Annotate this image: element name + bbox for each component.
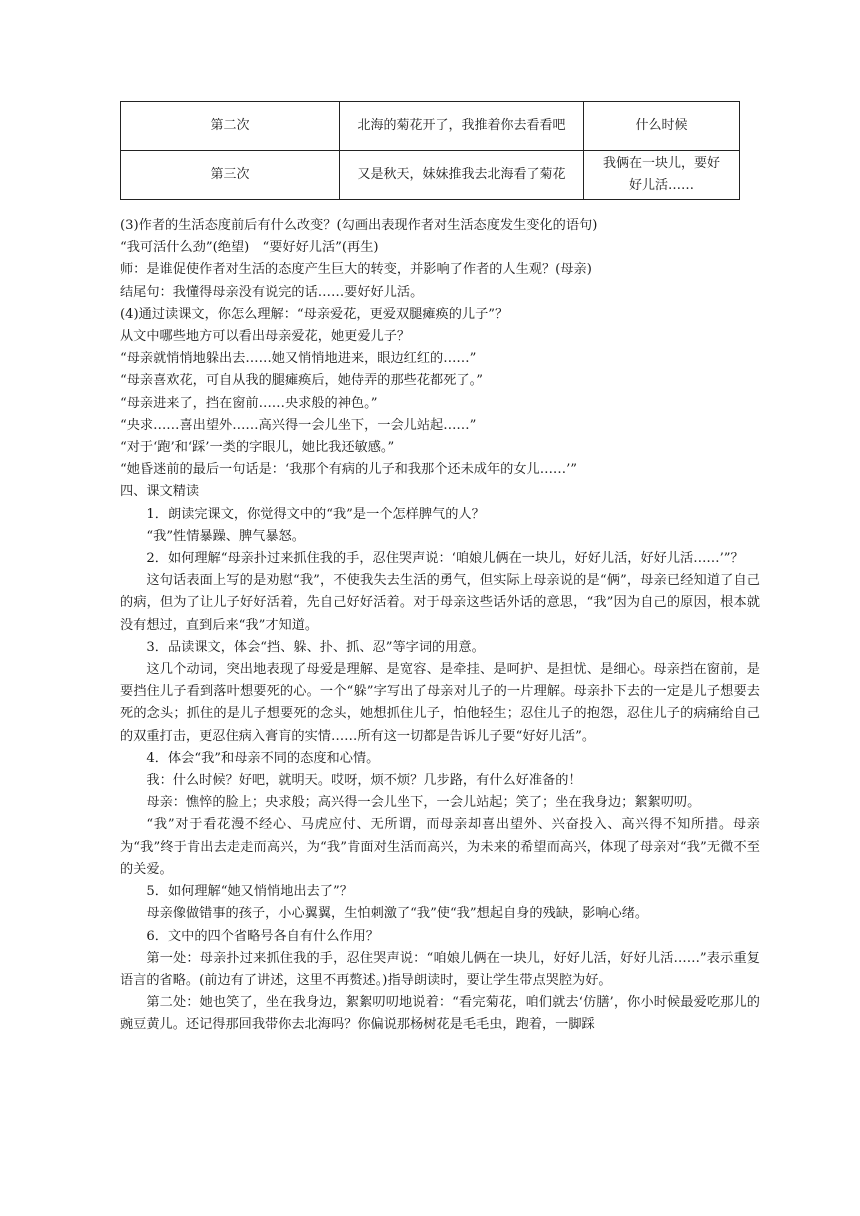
answer-paragraph: “我”对于看花漫不经心、马虎应付、无所谓，而母亲却喜出望外、兴奋投入、高兴得不知所措。母亲为“我”终于肯出去走走而高兴，为“我”肯面对生活而高兴，为未来的希望而高兴，体现了母亲对“我”无微不至的关爱。 [120, 817, 760, 877]
answer-paragraph: 这句话表面上写的是劝慰“我”，不使我失去生活的勇气，但实际上母亲说的是“俩”，母亲已经知道了自己的病，但为了让儿子好好活着，先自己好好活着。对于母亲这些话外话的意思，“我”因为自己的原因，根本就没有想过，直到后来“我”才知道。 [120, 573, 760, 633]
ending-sentence: 结尾句：我懂得母亲没有说完的话……要好好儿活。 [120, 284, 424, 300]
question-item: 3．品读课文，体会“挡、躲、扑、抓、忍”等字词的用意。 [146, 639, 485, 655]
quote-line: “我可活什么劲”(绝望) “要好好儿活”(再生) [120, 240, 379, 256]
question-item: 5．如何理解“她又悄悄地出去了”？ [146, 884, 353, 900]
table-cell: 又是秋天，妹妹推我去北海看了菊花 [340, 151, 584, 200]
question-3: (3)作者的生活态度前后有什么改变？(勾画出表现作者对生活态度发生变化的语句) [120, 218, 598, 233]
teacher-question: 师：是谁促使作者对生活的态度产生巨大的转变，并影响了作者的人生观？(母亲) [120, 262, 592, 278]
section-heading: 四、课文精读 [120, 484, 200, 500]
quote-line: “母亲喜欢花，可自从我的腿瘫痪后，她侍弄的那些花都死了。” [120, 373, 483, 389]
answer-text: “我”性情暴躁、脾气暴怒。 [146, 528, 305, 544]
sub-question: 从文中哪些地方可以看出母亲爱花，她更爱儿子？ [120, 329, 411, 345]
question-item: 6．文中的四个省略号各自有什么作用？ [146, 928, 379, 944]
answer-paragraph: 第一处：母亲扑过来抓住我的手，忍住哭声说：“咱娘儿俩在一块儿，好好儿活，好好儿活……”表示重复语言的省略。(前边有了讲述，这里不再赘述。)指导朗读时，要让学生带点哭腔为好。 [120, 950, 760, 988]
comparison-table [120, 101, 740, 200]
table-row [121, 102, 740, 151]
answer-text: 我：什么时候？好吧，就明天。哎呀，烦不烦？几步路，有什么好准备的！ [146, 773, 582, 789]
answer-paragraph: 这几个动词，突出地表现了母爱是理解、是宽容、是牵挂、是呵护、是担忧、是细心。母亲挡在窗前，是要挡住儿子看到落叶想要死的心。一个“躲”字写出了母亲对儿子的一片理解。母亲扑下去的一定是儿子想要去死的念头；抓住的是儿子想要死的念头，她想抓住儿子，怕他轻生；忍住儿子的抱怨，忍住儿子的病痛给自己的双重打击，更忍住病入膏肓的实情……所有这一切都是告诉儿子要“好好儿活”。 [120, 662, 760, 744]
question-item: 4．体会“我”和母亲不同的态度和心情。 [146, 750, 380, 766]
question-4: (4)通过读课文，你怎么理解：“母亲爱花，更爱双腿瘫痪的儿子”？ [120, 306, 509, 322]
table-cell: 第三次 [121, 151, 340, 200]
question-item: 2．如何理解“母亲扑过来抓住我的手，忍住哭声说：‘咱娘儿俩在一块儿，好好儿活，好好儿活……’”？ [146, 551, 744, 567]
table-cell: 北海的菊花开了，我推着你去看看吧 [340, 102, 584, 151]
document-body [120, 215, 760, 1037]
table-cell: 什么时候 [584, 102, 740, 151]
table-cell: 第二次 [121, 102, 340, 151]
answer-paragraph: 第二处：她也笑了，坐在我身边，絮絮叨叨地说着：“看完菊花，咱们就去‘仿膳’，你小时候最爱吃那儿的豌豆黄儿。还记得那回我带你去北海吗？你偏说那杨树花是毛毛虫，跑着，一脚踩 [120, 995, 760, 1033]
quote-line: “央求……喜出望外……高兴得一会儿坐下，一会儿站起……” [120, 417, 477, 433]
quote-line: “她昏迷前的最后一句话是：‘我那个有病的儿子和我那个还未成年的女儿……’” [120, 462, 578, 478]
answer-text: 母亲像做错事的孩子，小心翼翼，生怕刺激了“我”使“我”想起自身的残缺，影响心绪。 [146, 906, 649, 922]
table-row [121, 151, 740, 200]
quote-line: “对于‘跑’和‘踩’一类的字眼儿，她比我还敏感。” [120, 440, 395, 456]
table-cell: 我俩在一块儿，要好好儿活…… [584, 151, 740, 200]
quote-line: “母亲进来了，挡在窗前……央求般的神色。” [120, 395, 378, 411]
quote-line: “母亲就悄悄地躲出去……她又悄悄地进来，眼边红红的……” [120, 351, 477, 367]
question-item: 1．朗读完课文，你觉得文中的“我”是一个怎样脾气的人？ [146, 506, 485, 522]
answer-text: 母亲：憔悴的脸上；央求般；高兴得一会儿坐下，一会儿站起；笑了；坐在我身边；絮絮叨叨。 [146, 795, 701, 811]
